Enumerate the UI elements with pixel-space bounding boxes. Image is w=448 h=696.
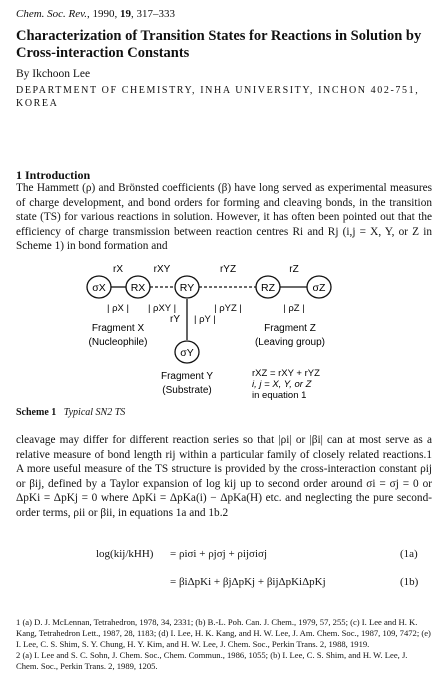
- paragraph-2: cleavage may differ for different reaction series so that |ρi| or |βi| can at most serve as a relative measure of bond length rij within a particular family of closely related reactions.1 A more useful measure of the TS structure is provided by the cross-interaction constant ρij or βij, defined by a Taylor expansion of log kij up to second order around σi = σj = 0 or ΔpKi = ΔpKj = 0 where ΔpKi = ΔpKa(i) − ΔpKa(H) etc. and neglecting the pure second-order terms, ρii or βii, in equations 1a and 1b.2: [16, 434, 432, 519]
- scheme-note-3: in equation 1: [252, 390, 307, 401]
- journal-name: Chem. Soc. Rev.: [16, 8, 87, 20]
- footnotes: [16, 617, 432, 672]
- label-r-y: RY: [179, 282, 195, 294]
- fragment-x-label: Fragment X: [91, 323, 145, 334]
- equation-1a: = ρiσi + ρjσj + ρijσiσj: [170, 548, 267, 560]
- footnote-1: 1 (a) D. J. McLennan, Tetrahedron, 1978, 34, 2331; (b) B.-L. Poh. Can. J. Chem., 1979, 57, 255; (c) I. Lee and H. K. Kang, Tetrahedron Lett., 1987, 28, 1183; (d) I. Lee, H. K. Kang, and H. W. Lee, J. Am. Chem. Soc., 1987, 109, 7472; (e) I. Lee, C. S. Shim, S. Y. Chung, H. Y. Kim, and H. W. Lee, J. Chem. Soc., Perkin Trans. 2, 1988, 1919.: [16, 617, 431, 649]
- rho-label-y: | ρY |: [194, 314, 216, 325]
- fragment-z-role: (Leaving group): [254, 337, 326, 348]
- journal-year: , 1990,: [86, 8, 118, 20]
- rho-label-xy: | ρXY |: [147, 303, 177, 314]
- scheme-diagram: [0, 255, 448, 405]
- scheme-note-1: rXZ = rXY + rYZ: [252, 368, 320, 379]
- scheme-caption: [16, 407, 125, 418]
- fragment-z-label: Fragment Z: [264, 323, 316, 334]
- scheme-note-2: i, j = X, Y, or Z: [252, 379, 312, 390]
- author-line: By Ikchoon Lee: [16, 68, 91, 80]
- equation-1b: = βiΔpKi + βjΔpKj + βijΔpKiΔpKj: [170, 576, 326, 588]
- bond-label-ryz: rYZ: [219, 264, 237, 275]
- fragment-y-label: Fragment Y: [160, 371, 214, 382]
- scheme-caption-label: Scheme 1: [16, 407, 57, 418]
- rho-label-yz: | ρYZ |: [214, 303, 242, 314]
- equation-1a-number: (1a): [400, 548, 418, 560]
- rho-label-z: | ρZ |: [283, 303, 305, 314]
- footnote-2: 2 (a) I. Lee and S. C. Sohn, J. Chem. Soc., Chem. Commun., 1986, 1055; (b) I. Lee, C. S. Shim, and H. W. Lee, J. Chem. Soc., Perkin Trans. 2, 1989, 1205.: [16, 650, 408, 671]
- paper-title: Characterization of Transition States for Reactions in Solution by Cross-interaction Constants: [16, 28, 422, 61]
- bond-label-rxy: rXY: [153, 264, 171, 275]
- section-heading: 1 Introduction: [16, 168, 91, 182]
- journal-citation: [16, 8, 175, 20]
- label-r-z: RZ: [261, 282, 275, 294]
- fragment-y-role: (Substrate): [162, 385, 212, 396]
- label-r-x: RX: [130, 282, 146, 294]
- paragraph-1: The Hammett (ρ) and Brönsted coefficients (β) have long served as experimental measures of charge development, and bond orders for forming and cleaving bonds, in the transition state (TS) for various reactions in solution. However, it has often been pointed out that the efficiency of charge transmission between reaction centres Ri and Rj (i,j = X, Y, or Z in Scheme 1) in bond formation and: [16, 182, 432, 253]
- bond-label-rx: rX: [113, 264, 123, 275]
- label-sigma-y: σY: [180, 347, 194, 359]
- affiliation: DEPARTMENT OF CHEMISTRY, INHA UNIVERSITY, INCHON 402-751, KOREA: [16, 85, 420, 109]
- label-sigma-x: σX: [92, 282, 106, 294]
- fragment-x-role: (Nucleophile): [88, 337, 148, 348]
- journal-pages: , 317–333: [130, 8, 175, 20]
- equation-lhs: log(kij/kHH): [96, 548, 154, 560]
- bond-label-ry: rY: [170, 314, 180, 325]
- scheme-caption-text: Typical SN2 TS: [63, 407, 126, 418]
- bond-label-rz: rZ: [289, 264, 299, 275]
- rho-label-x: | ρX |: [107, 303, 129, 314]
- journal-volume: 19: [119, 8, 131, 20]
- label-sigma-z: σZ: [312, 282, 326, 294]
- equation-1b-number: (1b): [400, 576, 419, 588]
